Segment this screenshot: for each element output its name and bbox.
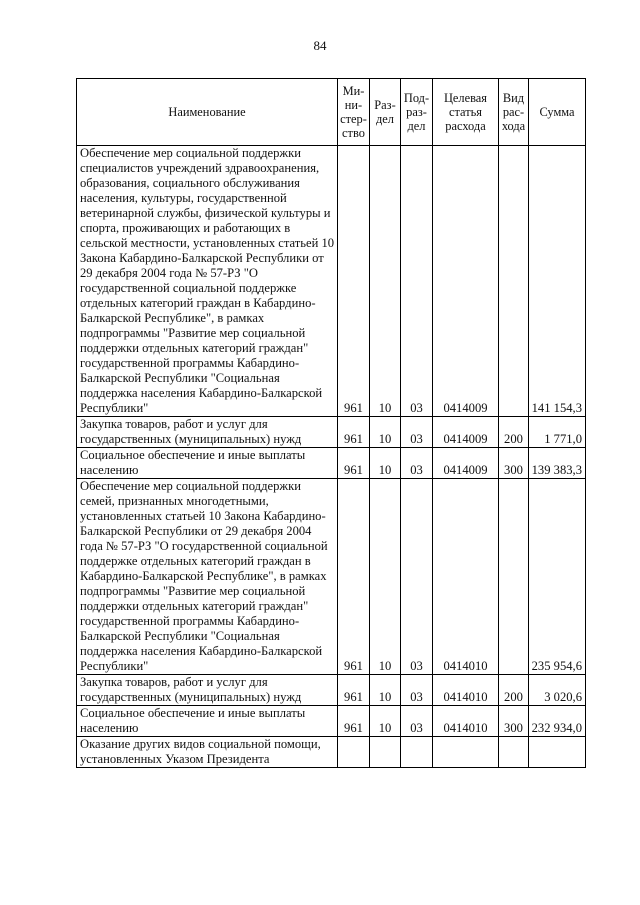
row-ministry: 961 [338,448,370,479]
row-name: Обеспечение мер социальной поддержки специалистов учреждений здравоохранения, образования, социального обслуживания населения, культуры, государственной ветеринарной службы, физической культуры и спорта, проживающих и работающих в сельской местности, установленных статьей 10 Закона Кабардино-Балкарской Республики от 29 декабря 2004 года № 57-РЗ "О государственной социальной поддержке отдельных категорий граждан в Кабардино-Балкарской Республике", в рамках подпрограммы "Развитие мер социальной поддержки отдельных категорий граждан" государственной программы Кабардино-Балкарской Республики "Социальная поддержка населения Кабардино-Балкарской Республики" [77,146,338,417]
row-target [433,737,499,768]
row-subsection: 03 [401,706,433,737]
row-sum [529,737,586,768]
row-target: 0414009 [433,146,499,417]
table-row [77,737,586,768]
row-subsection: 03 [401,448,433,479]
row-target: 0414010 [433,706,499,737]
row-section: 10 [370,675,401,706]
table-row [77,146,586,417]
row-name: Обеспечение мер социальной поддержки семей, признанных многодетными, установленных статьей 10 Закона Кабардино-Балкарской Республики от 29 декабря 2004 года № 57-РЗ "О государственной социальной поддержке отдельных категорий граждан в Кабардино-Балкарской Республике", в рамках подпрограммы "Развитие мер социальной поддержки отдельных категорий граждан" государственной программы Кабардино-Балкарской Республики "Социальная поддержка населения Кабардино-Балкарской Республики" [77,479,338,675]
row-sum: 141 154,3 [529,146,586,417]
row-name: Закупка товаров, работ и услуг для государственных (муниципальных) нужд [77,675,338,706]
header-subsection: Под- раз- дел [401,79,433,146]
header-section: Раз- дел [370,79,401,146]
row-expense-type: 300 [499,706,529,737]
row-target: 0414009 [433,448,499,479]
table-row [77,448,586,479]
row-section: 10 [370,448,401,479]
row-name: Социальное обеспечение и иные выплаты населению [77,706,338,737]
row-sum: 235 954,6 [529,479,586,675]
row-expense-type: 200 [499,675,529,706]
row-expense-type [499,737,529,768]
row-sum: 3 020,6 [529,675,586,706]
row-ministry [338,737,370,768]
row-ministry: 961 [338,479,370,675]
row-section: 10 [370,479,401,675]
table-row [77,706,586,737]
header-row [77,79,586,146]
row-ministry: 961 [338,417,370,448]
row-sum: 139 383,3 [529,448,586,479]
row-subsection [401,737,433,768]
row-subsection: 03 [401,146,433,417]
row-subsection: 03 [401,417,433,448]
table-row [77,417,586,448]
header-target: Целевая статья расхода [433,79,499,146]
row-expense-type: 300 [499,448,529,479]
row-sum: 232 934,0 [529,706,586,737]
row-name: Закупка товаров, работ и услуг для государственных (муниципальных) нужд [77,417,338,448]
row-expense-type [499,146,529,417]
row-target: 0414010 [433,479,499,675]
row-ministry: 961 [338,146,370,417]
row-section: 10 [370,146,401,417]
row-subsection: 03 [401,479,433,675]
row-section [370,737,401,768]
row-section: 10 [370,706,401,737]
table-row [77,479,586,675]
row-target: 0414010 [433,675,499,706]
header-sum: Сумма [529,79,586,146]
row-name: Социальное обеспечение и иные выплаты населению [77,448,338,479]
row-expense-type: 200 [499,417,529,448]
row-expense-type [499,479,529,675]
row-ministry: 961 [338,675,370,706]
row-section: 10 [370,417,401,448]
header-name: Наименование [77,79,338,146]
row-subsection: 03 [401,675,433,706]
row-ministry: 961 [338,706,370,737]
header-expense-type: Вид рас- хода [499,79,529,146]
page-number: 84 [313,38,327,53]
row-sum: 1 771,0 [529,417,586,448]
budget-table [76,78,586,768]
table-row [77,675,586,706]
header-ministry: Ми- ни- стер- ство [338,79,370,146]
row-name: Оказание других видов социальной помощи, установленных Указом Президента [77,737,338,768]
row-target: 0414009 [433,417,499,448]
